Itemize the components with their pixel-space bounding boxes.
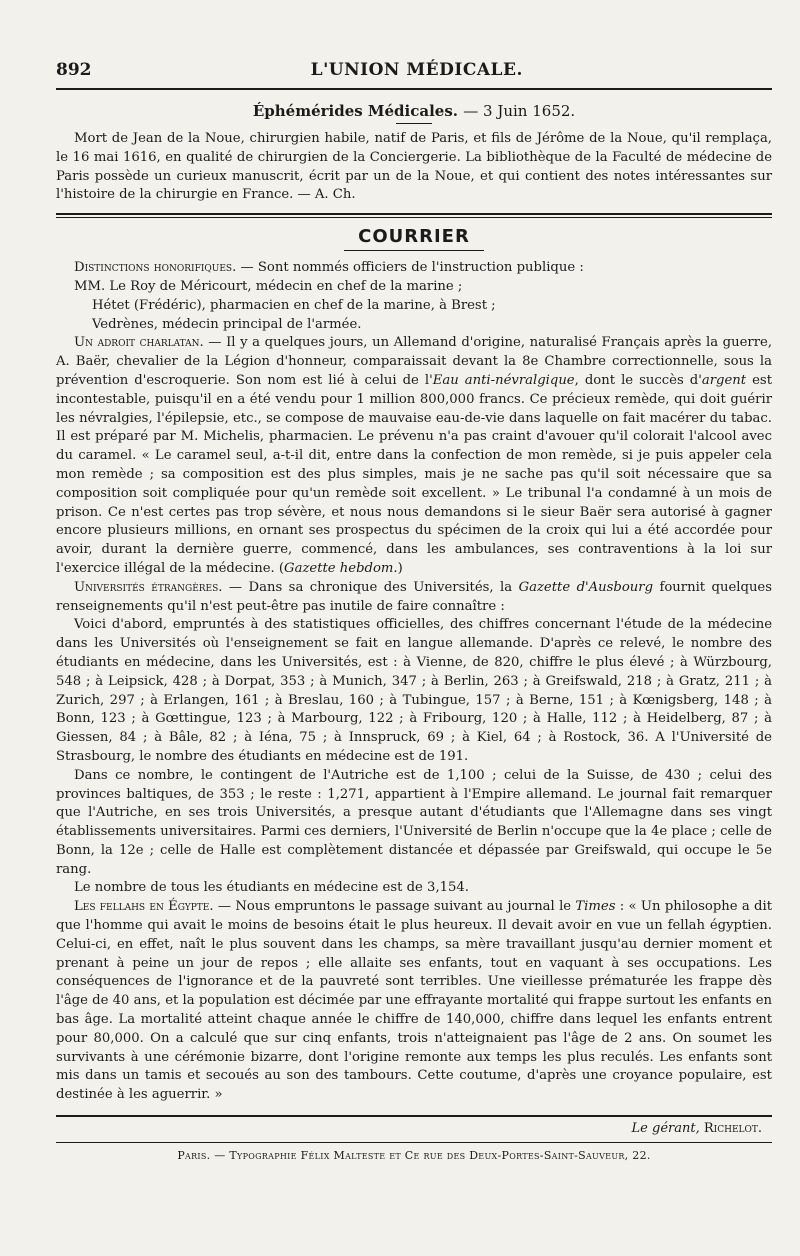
ephemerides-heading: Éphémérides Médicales.	[252, 102, 459, 120]
charlatan-heading: Un adroit charlatan.	[74, 335, 204, 351]
charlatan-source: Gazette hebdom.	[284, 560, 398, 576]
distinctions-paragraph	[56, 259, 772, 278]
charlatan-text: , dont le succès d'	[574, 372, 702, 388]
signature-name: Richelot.	[703, 1121, 762, 1137]
fellahs-text: : « Un philosophe a dit que l'homme qui avait le moins de besoins était le plus heureux. Il devait avoir en vue un fellah égyptien. Celui-ci, en effet, naît le plus souvent dans les champs, sa mère travaillant jusqu'au dernier moment et prenant à peine un jour de repos ; elle allaite ses enfants, tout en vaquant à ses occupations. Les conséquences de l'ignorance et de la pauvreté sont terribles. Une vieillesse prématurée les frappe dès l'âge de 40 ans, et la population est décimée par une effrayante mortalité qui frappe surtout les enfants en bas âge. La mortalité atteint chaque année le chiffre de 140,000, chiffre dans lequel les enfants entrent pour 80,000. On a calculé que sur cinq enfants, trois n'atteignaient pas l'âge de 2 ans. On soumet les survivants à une cérémonie bizarre, dont l'origine remonte aux temps les plus reculés. Les enfants sont mis dans un tamis et secoués au son des tambours. Cette coutume, d'après une croyance populaire, est destinée à les aguerrir. »	[56, 899, 772, 1103]
list-item: Vedrènes, médecin principal de l'armée.	[92, 316, 362, 332]
imprint-rule	[56, 1142, 772, 1143]
charlatan-paragraph	[56, 334, 772, 578]
ephemerides-title	[56, 102, 772, 120]
header-rule	[56, 88, 772, 90]
distinctions-heading: Distinctions honorifiques.	[74, 260, 237, 276]
list-item: Hétet (Frédéric), pharmacien en chef de la marine, à Brest ;	[92, 297, 496, 313]
ephemerides-text: Mort de Jean de la Noue, chirurgien habile, natif de Paris, et fils de Jérôme de la Noue, qu'il remplaça, le 16 mai 1616, en qualité de chirurgien de la Conciergerie. La bibliothèque de la Faculté de médecine de Paris possède un curieux manuscrit, écrit par un de la Noue, et qui contient des notes intéressantes sur l'histoire de la chirurgie en France. — A. Ch.	[56, 131, 772, 203]
universites-text: fournit quelques renseignements qu'il n'est peut-être pas inutile de faire connaître :	[56, 579, 773, 614]
universites-total: Le nombre de tous les étudiants en médecine est de 3,154.	[74, 880, 470, 896]
distinctions-intro: — Sont nommés officiers de l'instruction publique :	[236, 260, 584, 276]
fellahs-paragraph	[56, 898, 772, 1105]
signature-label: Le gérant,	[631, 1121, 700, 1137]
charlatan-text: — Il y a quelques jours, un Allemand d'origine, naturalisé Français après la guerre, A. Baër, chevalier de la Légion d'honneur, comparaissait devant la 8e Chambre correctionnelle, sous la prévention d'escroquerie. Son nom est lié à celui de l'	[56, 335, 773, 388]
universites-text: — Dans sa chronique des Universités, la	[222, 579, 519, 595]
section-divider	[56, 213, 772, 218]
short-divider	[396, 123, 432, 124]
end-rule	[56, 1115, 772, 1117]
universites-gazette: Gazette d'Ausbourg	[518, 579, 654, 595]
ephemerides-date: — 3 Juin 1652.	[463, 102, 576, 120]
courrier-underline	[344, 250, 484, 251]
charlatan-eau: Eau anti-névralgique	[432, 372, 575, 388]
journal-title: L'UNION MÉDICALE.	[310, 60, 523, 80]
universites-heading: Universités étrangères.	[74, 579, 223, 595]
universites-paragraph	[56, 579, 772, 617]
fellahs-text: — Nous empruntons le passage suivant au journal le	[213, 899, 576, 915]
page-number: 892	[56, 60, 92, 80]
signature	[56, 1121, 772, 1136]
universites-contingents: Dans ce nombre, le contingent de l'Autriche est de 1,100 ; celui de la Suisse, de 430 ; celui des provinces baltiques, de 353 ; le reste : 1,271, appartient à l'Empire allemand. Le journal fait remarquer que l'Autriche, en ses trois Universités, a presque autant d'étudiants que l'Allemagne dans ses vingt établissements universitaires. Parmi ces derniers, l'Université de Berlin n'occupe que la 4e place ; celle de Bonn, la 12e ; celle de Halle est complètement distancée et dépassée par Greifswald, qui occupe le 5e rang.	[56, 767, 772, 877]
fellahs-heading: Les fellahs en Égypte.	[74, 899, 214, 915]
charlatan-text: est incontestable, puisqu'il en a été vendu pour 1 million 800,000 francs. Ce précieux remède, qui doit guérir les névralgies, l'épilepsie, etc., se compose de mauvaise eau-de-vie dans laquelle on fait macérer du tabac. Il est préparé par M. Michelis, pharmacien. Le prévenu n'a pas craint d'avouer qu'il colorait l'alcool avec du caramel. « Le caramel seul, a-t-il dit, entre dans la confection de mon remède, si je puis appeler cela mon remède ; sa composition est des plus simples, mais je ne sache pas qu'il soit nécessaire que sa composition soit compliquée pour qu'un remède soit excellent. » Le tribunal l'a condamné à un mois de prison. Ce n'est certes pas trop sévère, et nous nous demandons si le sieur Baër sera autorisé à gagner encore plusieurs millions, en ornant ses prospectus du spécimen de la croix qui lui a été accordée pour avoir, durant la dernière guerre, commencé, dans les ambulances, ses contraventions à la loi sur l'exercice illégal de la médecine. (	[56, 372, 772, 576]
courrier-title: COURRIER	[358, 226, 470, 248]
charlatan-text: )	[397, 560, 403, 576]
charlatan-argent: argent	[701, 372, 747, 388]
fellahs-times: Times	[575, 899, 616, 915]
running-header	[56, 60, 772, 80]
imprint: Paris. — Typographie Félix Malteste et Ce rue des Deux-Portes-Saint-Sauveur, 22.	[177, 1149, 651, 1163]
universites-stats: Voici d'abord, empruntés à des statistiques officielles, des chiffres concernant l'étude de la médecine dans les Universités où l'enseignement se fait en langue allemande. D'après ce relevé, le nombre des étudiants en médecine, dans les Universités, est : à Vienne, de 820, chiffre le plus élevé ; à Würzbourg, 548 ; à Leipsick, 428 ; à Dorpat, 353 ; à Munich, 347 ; à Berlin, 263 ; à Greifswald, 218 ; à Gratz, 211 ; à Zurich, 297 ; à Erlangen, 161 ; à Breslau, 160 ; à Tubingue, 157 ; à Berne, 151 ; à Kœnigsberg, 148 ; à Bonn, 123 ; à Gœttingue, 123 ; à Marbourg, 122 ; à Fribourg, 120 ; à Halle, 112 ; à Heidelberg, 87 ; à Giessen, 84 ; à Bâle, 82 ; à Iéna, 75 ; à Innspruck, 69 ; à Kiel, 64 ; à Rostock, 36. A l'Université de Strasbourg, le nombre des étudiants en médecine est de 191.	[56, 617, 772, 764]
distinctions-list	[56, 278, 772, 334]
list-item: MM. Le Roy de Méricourt, médecin en chef de la marine ;	[74, 278, 463, 294]
